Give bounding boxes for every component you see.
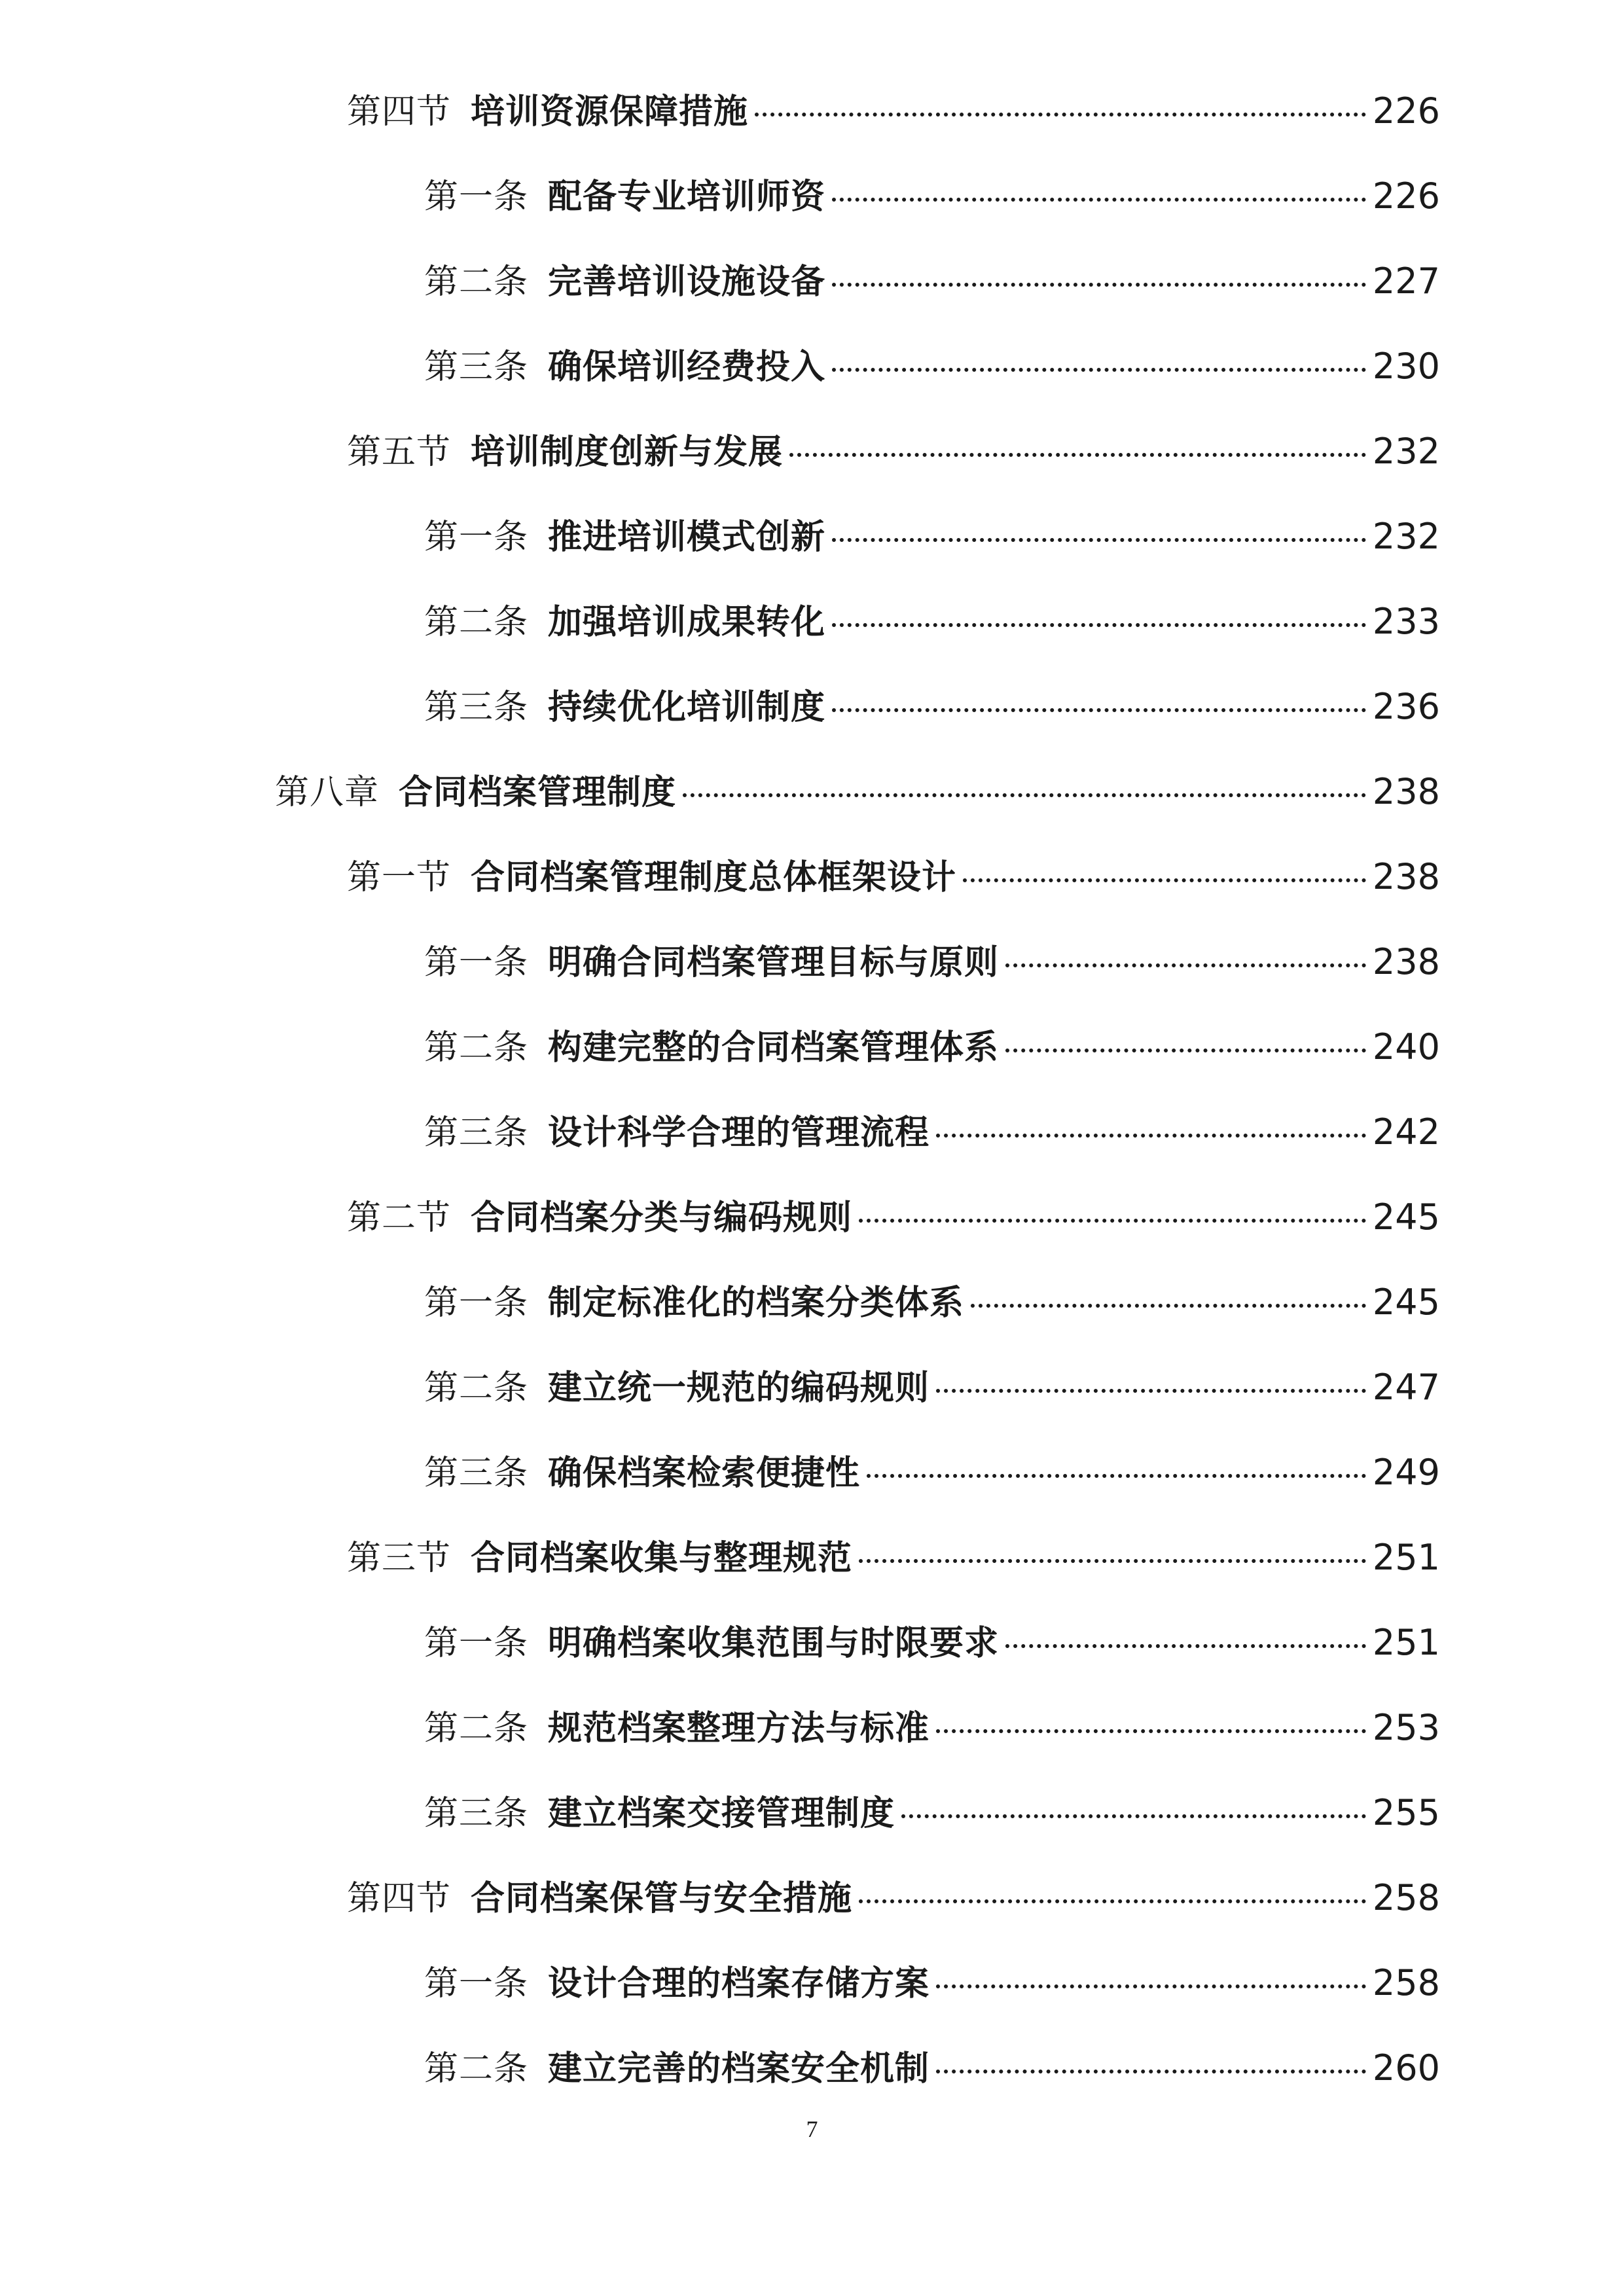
dot-leader [832,708,1366,712]
toc-entry-page: 226 [1372,175,1440,217]
dot-leader [832,538,1366,542]
toc-entry[interactable] [0,236,1624,321]
toc-entry-label: 第一条 [424,942,529,982]
toc-entry[interactable] [0,1342,1624,1427]
dot-leader [971,1304,1366,1308]
toc-entry-title: 培训资源保障措施 [471,92,749,132]
dot-leader [859,1899,1366,1903]
toc-entry-label: 第一节 [347,857,452,897]
toc-entry[interactable] [0,1852,1624,1937]
toc-entry[interactable] [0,151,1624,236]
toc-entry-label: 第四节 [347,1878,452,1918]
toc-entry[interactable] [0,1682,1624,1767]
dot-leader [936,1134,1366,1138]
toc-entry-label: 第二条 [424,2049,529,2089]
toc-entry[interactable] [0,1086,1624,1172]
toc-entry[interactable] [0,746,1624,831]
dot-leader [936,1984,1366,1988]
toc-entry-title: 合同档案管理制度 [399,772,677,812]
toc-entry-title: 确保培训经费投入 [548,347,826,387]
dot-leader [963,878,1366,882]
toc-entry-label: 第三条 [424,1453,529,1493]
toc-entry-title: 完善培训设施设备 [548,262,826,302]
toc-entry-page: 232 [1372,515,1440,557]
toc-entry-label: 第三条 [424,1113,529,1153]
dot-leader [683,793,1366,797]
toc-entry-title: 合同档案收集与整理规范 [471,1538,853,1578]
toc-entry-page: 258 [1372,1876,1440,1918]
dot-leader [755,113,1366,117]
toc-entry[interactable] [0,831,1624,916]
toc-entry-row [424,339,1440,388]
dot-leader [832,283,1366,287]
toc-entry-label: 第八章 [275,772,380,812]
toc-entry[interactable] [0,1937,1624,2022]
toc-entry-title: 制定标准化的档案分类体系 [548,1283,965,1323]
toc-entry[interactable] [0,1512,1624,1597]
dot-leader [936,1729,1366,1733]
dot-leader [901,1814,1366,1818]
toc-entry[interactable] [0,1257,1624,1342]
toc-entry-row [347,1190,1440,1239]
toc-entry-row [424,1785,1440,1835]
toc-entry-page: 249 [1372,1451,1440,1493]
toc-entry-page: 227 [1372,260,1440,302]
toc-entry-row [424,594,1440,643]
dot-leader [832,198,1366,202]
dot-leader [936,2070,1366,2073]
toc-entry-label: 第三条 [424,1793,529,1833]
toc-entry-row [424,169,1440,218]
toc-entry-label: 第三条 [424,347,529,387]
toc-entry-row [347,1530,1440,1579]
toc-entry-title: 确保档案检索便捷性 [548,1453,861,1493]
toc-entry-page: 236 [1372,685,1440,727]
toc-entry-title: 建立统一规范的编码规则 [548,1368,930,1408]
toc-entry-page: 245 [1372,1281,1440,1323]
toc-entry-title: 明确合同档案管理目标与原则 [548,942,1000,982]
page-number: 7 [806,2116,818,2142]
dot-leader [1005,1049,1366,1052]
dot-leader [832,623,1366,627]
toc-entry-page: 251 [1372,1621,1440,1663]
toc-entry-title: 加强培训成果转化 [548,602,826,642]
toc-entry[interactable] [0,1597,1624,1682]
dot-leader [1005,963,1366,967]
toc-entry[interactable] [0,406,1624,491]
toc-entry-label: 第二条 [424,1708,529,1748]
toc-entry-row [424,1105,1440,1154]
toc-entry-page: 258 [1372,1962,1440,2003]
toc-entry-label: 第二条 [424,1028,529,1067]
toc-entry-row [347,1871,1440,1920]
toc-entry-label: 第二条 [424,602,529,642]
toc-entry-label: 第一条 [424,1623,529,1663]
toc-entry-title: 合同档案管理制度总体框架设计 [471,857,957,897]
toc-entry[interactable] [0,65,1624,151]
toc-entry-label: 第四节 [347,92,452,132]
toc-entry-page: 251 [1372,1536,1440,1578]
toc-entry[interactable] [0,1427,1624,1512]
toc-entry-label: 第三节 [347,1538,452,1578]
toc-entry-page: 232 [1372,430,1440,472]
toc-entry-title: 设计科学合理的管理流程 [548,1113,930,1153]
table-of-contents [0,65,1624,2108]
toc-entry-page: 233 [1372,600,1440,642]
toc-entry-title: 配备专业培训师资 [548,177,826,217]
toc-entry[interactable] [0,661,1624,746]
toc-entry[interactable] [0,1001,1624,1086]
toc-entry-label: 第一条 [424,177,529,217]
toc-entry-title: 构建完整的合同档案管理体系 [548,1028,1000,1067]
toc-entry[interactable] [0,491,1624,576]
toc-entry-row [347,850,1440,899]
toc-entry-row [424,1956,1440,2005]
toc-entry-page: 238 [1372,855,1440,897]
toc-entry-row [424,935,1440,984]
toc-entry-title: 培训制度创新与发展 [471,432,784,472]
dot-leader [936,1389,1366,1393]
toc-entry-page: 226 [1372,90,1440,132]
dot-leader [832,368,1366,372]
toc-entry-row [424,1700,1440,1749]
toc-entry-label: 第五节 [347,432,452,472]
toc-entry-row [424,1360,1440,1409]
dot-leader [867,1474,1366,1478]
toc-entry-row [347,84,1440,133]
toc-entry-row [347,424,1440,473]
dot-leader [859,1219,1366,1223]
dot-leader [789,453,1366,457]
toc-entry[interactable] [0,1767,1624,1852]
toc-entry-page: 230 [1372,345,1440,387]
toc-entry-page: 255 [1372,1791,1440,1833]
toc-entry-row [275,764,1440,814]
toc-entry[interactable] [0,916,1624,1001]
dot-leader [859,1559,1366,1563]
toc-entry-page: 260 [1372,2047,1440,2089]
toc-entry-row [424,509,1440,558]
toc-entry[interactable] [0,321,1624,406]
toc-entry-title: 设计合理的档案存储方案 [548,1964,930,2003]
toc-entry-page: 242 [1372,1111,1440,1153]
toc-entry-row [424,679,1440,728]
toc-entry-label: 第二节 [347,1198,452,1238]
toc-entry-label: 第二条 [424,1368,529,1408]
toc-entry[interactable] [0,1172,1624,1257]
toc-entry-page: 240 [1372,1026,1440,1067]
toc-entry-title: 建立档案交接管理制度 [548,1793,895,1833]
toc-entry-row [424,1615,1440,1664]
toc-entry[interactable] [0,2022,1624,2108]
toc-entry-page: 238 [1372,941,1440,982]
toc-entry-row [424,254,1440,303]
toc-entry-label: 第二条 [424,262,529,302]
toc-entry-label: 第三条 [424,687,529,727]
toc-entry[interactable] [0,576,1624,661]
toc-entry-title: 合同档案保管与安全措施 [471,1878,853,1918]
toc-entry-label: 第一条 [424,1964,529,2003]
dot-leader [1005,1644,1366,1648]
toc-entry-title: 明确档案收集范围与时限要求 [548,1623,1000,1663]
toc-entry-title: 推进培训模式创新 [548,517,826,557]
toc-entry-label: 第一条 [424,517,529,557]
toc-entry-title: 合同档案分类与编码规则 [471,1198,853,1238]
toc-entry-title: 建立完善的档案安全机制 [548,2049,930,2089]
toc-entry-label: 第一条 [424,1283,529,1323]
toc-entry-page: 253 [1372,1706,1440,1748]
toc-entry-page: 247 [1372,1366,1440,1408]
toc-entry-title: 规范档案整理方法与标准 [548,1708,930,1748]
toc-entry-page: 238 [1372,770,1440,812]
toc-entry-row [424,1445,1440,1494]
toc-entry-row [424,1275,1440,1324]
toc-entry-page: 245 [1372,1196,1440,1238]
toc-entry-row [424,1020,1440,1069]
toc-entry-title: 持续优化培训制度 [548,687,826,727]
toc-entry-row [424,2041,1440,2090]
